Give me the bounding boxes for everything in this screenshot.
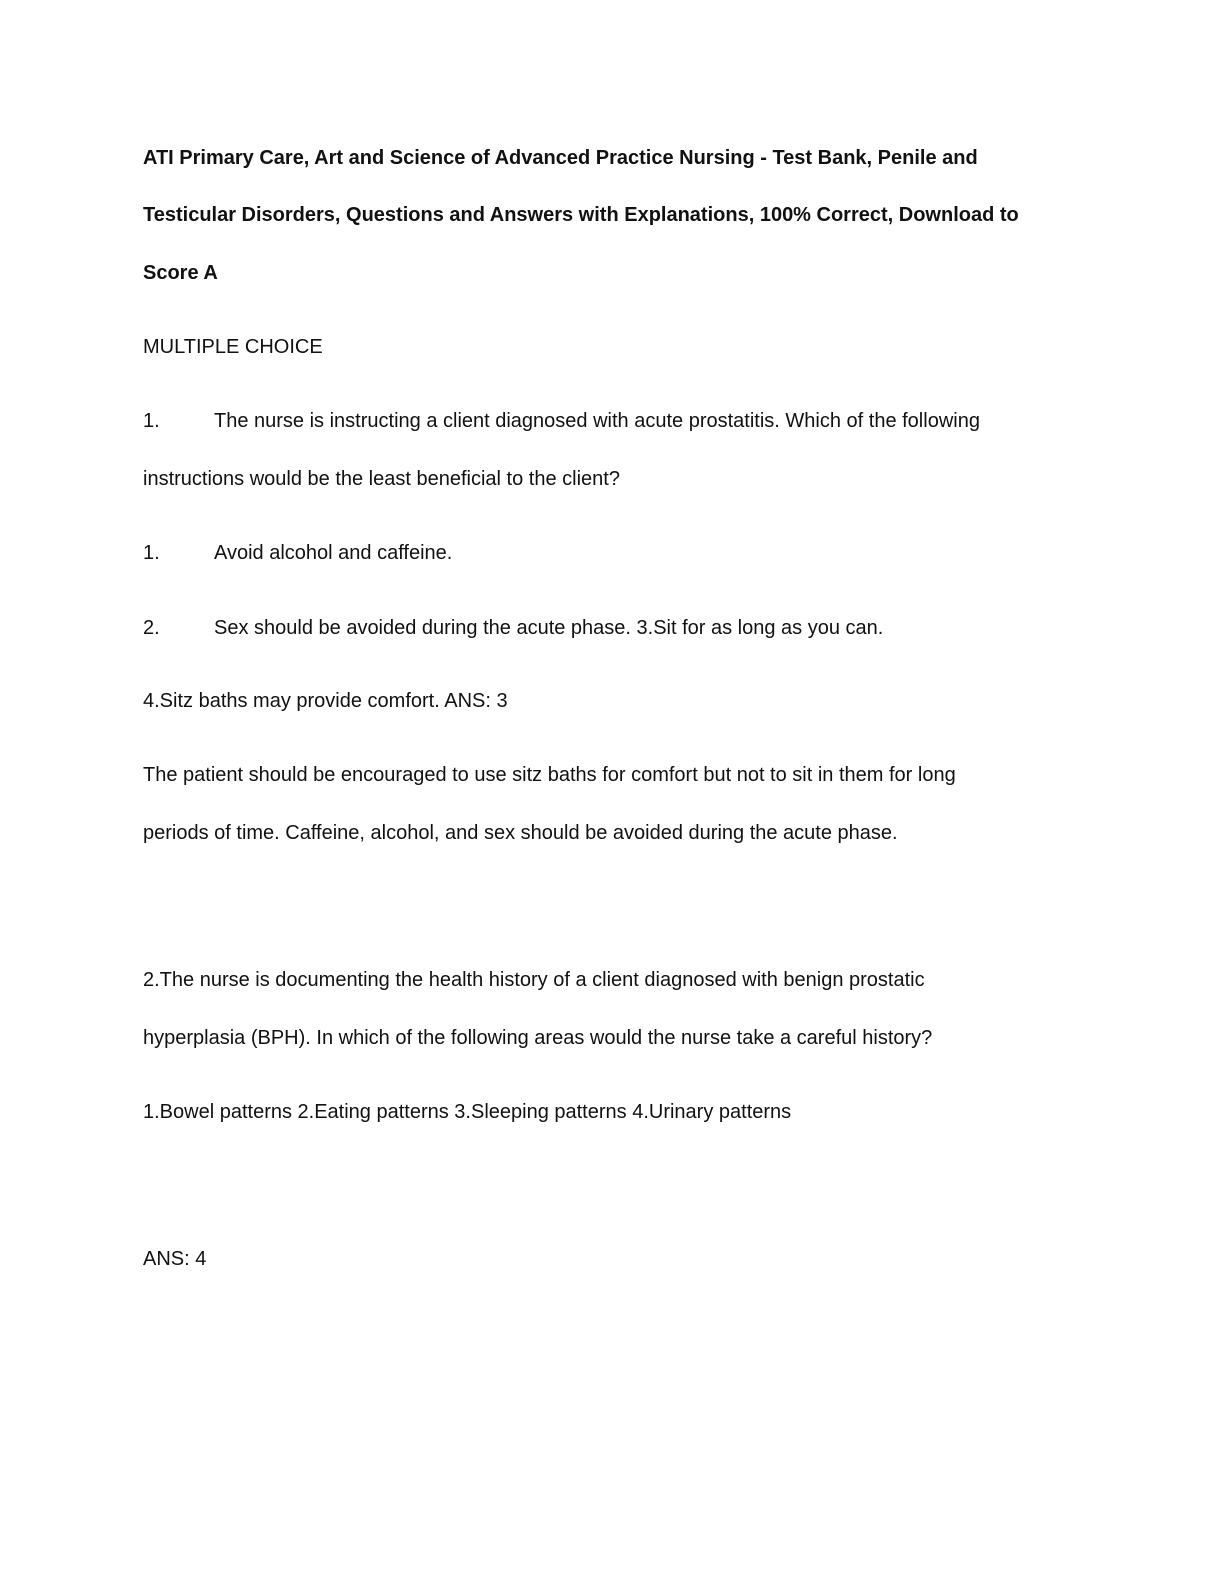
question-1-stem-line-1 [143, 407, 980, 435]
section-heading: MULTIPLE CHOICE [143, 336, 323, 358]
document-title-line-3: Score A [143, 262, 218, 284]
question-2-stem-line-1: 2.The nurse is documenting the health history of a client diagnosed with benign prostatic [143, 969, 925, 991]
option-1-number: 1. [143, 542, 160, 564]
question-1-stem-text: The nurse is instructing a client diagnosed with acute prostatitis. Which of the following [214, 410, 980, 432]
question-1-option-1 [143, 539, 452, 567]
question-2-stem-line-2: hyperplasia (BPH). In which of the following areas would the nurse take a careful history? [143, 1027, 933, 1049]
question-1-option-4-and-answer: 4.Sitz baths may provide comfort. ANS: 3 [143, 690, 508, 712]
document-title-line-1: ATI Primary Care, Art and Science of Advanced Practice Nursing - Test Bank, Penile and [143, 147, 978, 169]
option-2-number: 2. [143, 617, 160, 639]
question-1-rationale-line-2: periods of time. Caffeine, alcohol, and sex should be avoided during the acute phase. [143, 822, 898, 844]
question-1-option-2 [143, 614, 883, 642]
question-1-stem-line-2: instructions would be the least beneficial to the client? [143, 468, 620, 490]
option-2-text: Sex should be avoided during the acute phase. 3.Sit for as long as you can. [214, 617, 884, 639]
question-2-options: 1.Bowel patterns 2.Eating patterns 3.Sleeping patterns 4.Urinary patterns [143, 1101, 792, 1123]
question-1-number: 1. [143, 410, 160, 432]
question-1-rationale-line-1: The patient should be encouraged to use sitz baths for comfort but not to sit in them for long [143, 764, 956, 786]
option-1-text: Avoid alcohol and caffeine. [214, 542, 453, 564]
document-title-line-2: Testicular Disorders, Questions and Answers with Explanations, 100% Correct, Download to [143, 204, 1019, 226]
question-2-answer: ANS: 4 [143, 1248, 207, 1270]
